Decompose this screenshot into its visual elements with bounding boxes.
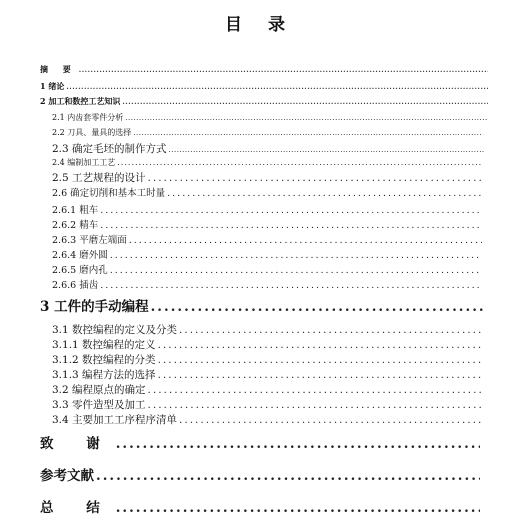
toc-leader bbox=[116, 500, 480, 516]
toc-entry-label: 致 谢 bbox=[40, 436, 114, 452]
toc-entry-3-4[interactable] bbox=[52, 412, 482, 427]
toc-entry-2-6-5[interactable] bbox=[52, 262, 482, 276]
toc-leader bbox=[96, 468, 480, 484]
toc-leader bbox=[148, 172, 482, 184]
toc-entry-label: 2.3 确定毛坯的制作方式 bbox=[52, 143, 167, 155]
toc-entry-label: 2.5 工艺规程的设计 bbox=[52, 172, 146, 184]
toc-entry-label: 2.6.1 粗车 bbox=[52, 205, 99, 216]
toc-entry-label: 3 工件的手动编程 bbox=[40, 299, 149, 315]
toc-entry-label: 参考文献 bbox=[40, 468, 94, 484]
toc-leader bbox=[117, 158, 482, 167]
toc-entry-acknowledgements[interactable] bbox=[40, 432, 480, 452]
toc-entry-label: 2.1 内齿套零件分析 bbox=[52, 113, 124, 122]
toc-entry-label: 2.6.5 磨内孔 bbox=[52, 265, 108, 276]
toc-entry-3-1-2[interactable] bbox=[52, 352, 482, 367]
toc-entry-label: 2.6 确定切削和基本工时量 bbox=[52, 188, 166, 199]
toc-entry-label: 3.2 编程原点的确定 bbox=[52, 384, 146, 396]
toc-leader bbox=[122, 97, 488, 106]
toc-leader bbox=[148, 399, 482, 411]
toc-entry-2-6-6[interactable] bbox=[52, 277, 482, 291]
toc-entry-3-1-1[interactable] bbox=[52, 337, 482, 352]
toc-entry-label: 1 绪论 bbox=[40, 81, 65, 91]
toc-leader bbox=[66, 82, 488, 91]
toc-entry-label: 总 结 bbox=[40, 500, 114, 516]
toc-leader bbox=[167, 188, 482, 199]
toc-leader bbox=[133, 129, 482, 137]
toc-leader bbox=[110, 250, 482, 261]
toc-leader bbox=[116, 436, 480, 452]
toc-entry-summary[interactable] bbox=[40, 496, 480, 516]
toc-entry-references[interactable] bbox=[40, 464, 480, 484]
toc-entry-label: 2.4 编制加工工艺 bbox=[52, 158, 116, 167]
toc-entry-label: 2.2 刀具、量具的选择 bbox=[52, 128, 132, 137]
toc-entry-label: 2 加工和数控工艺知识 bbox=[40, 96, 121, 106]
toc-leader bbox=[158, 369, 482, 381]
toc-leader bbox=[125, 114, 488, 122]
toc-entry-3-2[interactable] bbox=[52, 382, 482, 397]
toc-entry-label: 2.6.6 插齿 bbox=[52, 280, 99, 291]
page-title: 目 录 bbox=[225, 15, 295, 35]
toc-leader bbox=[100, 205, 482, 216]
toc-leader bbox=[151, 299, 485, 315]
toc-entry-3-3[interactable] bbox=[52, 397, 482, 412]
toc-entry-2-6-2[interactable] bbox=[52, 217, 482, 231]
toc-entry-label: 3.4 主要加工工序程序清单 bbox=[52, 414, 178, 426]
toc-leader bbox=[158, 354, 482, 366]
toc-entry-2-6-4[interactable] bbox=[52, 247, 482, 261]
toc-entry-label: 摘 要 bbox=[40, 64, 77, 74]
toc-entry-label: 3.3 零件造型及加工 bbox=[52, 399, 146, 411]
toc-entry-label: 3.1.3 编程方法的选择 bbox=[52, 369, 156, 381]
toc-leader bbox=[79, 65, 488, 74]
toc-entry-3-1-3[interactable] bbox=[52, 367, 482, 382]
toc-entry-label: 2.6.4 磨外圆 bbox=[52, 250, 108, 261]
toc-entry-abstract[interactable] bbox=[40, 64, 488, 75]
toc-entry-2-2[interactable] bbox=[52, 127, 482, 138]
toc-leader bbox=[129, 235, 482, 246]
toc-leader bbox=[110, 265, 482, 276]
toc-leader bbox=[179, 414, 482, 426]
toc-entry-introduction[interactable] bbox=[40, 81, 488, 92]
toc-entry-chapter-2[interactable] bbox=[40, 96, 488, 107]
toc-leader bbox=[100, 220, 482, 231]
toc-entry-2-6[interactable] bbox=[52, 185, 482, 199]
toc-entry-chapter-3[interactable] bbox=[40, 295, 485, 315]
toc-entry-label: 3.1 数控编程的定义及分类 bbox=[52, 324, 178, 336]
toc-leader bbox=[158, 339, 482, 351]
toc-leader bbox=[169, 146, 484, 154]
toc-entry-3-1[interactable] bbox=[52, 322, 482, 337]
toc-entry-2-6-1[interactable] bbox=[52, 202, 482, 216]
toc-entry-label: 3.1.2 数控编程的分类 bbox=[52, 354, 156, 366]
toc-entry-2-3[interactable] bbox=[52, 141, 484, 156]
toc-entry-2-1[interactable] bbox=[52, 112, 488, 123]
toc-entry-label: 2.6.3 平磨左端面 bbox=[52, 235, 127, 246]
toc-entry-label: 2.6.2 精车 bbox=[52, 220, 99, 231]
toc-entry-label: 3.1.1 数控编程的定义 bbox=[52, 339, 156, 351]
toc-entry-2-6-3[interactable] bbox=[52, 232, 482, 246]
toc-entry-2-5[interactable] bbox=[52, 170, 482, 185]
toc-leader bbox=[179, 324, 482, 336]
toc-entry-2-4[interactable] bbox=[52, 157, 482, 168]
toc-leader bbox=[100, 280, 482, 291]
toc-leader bbox=[148, 384, 482, 396]
